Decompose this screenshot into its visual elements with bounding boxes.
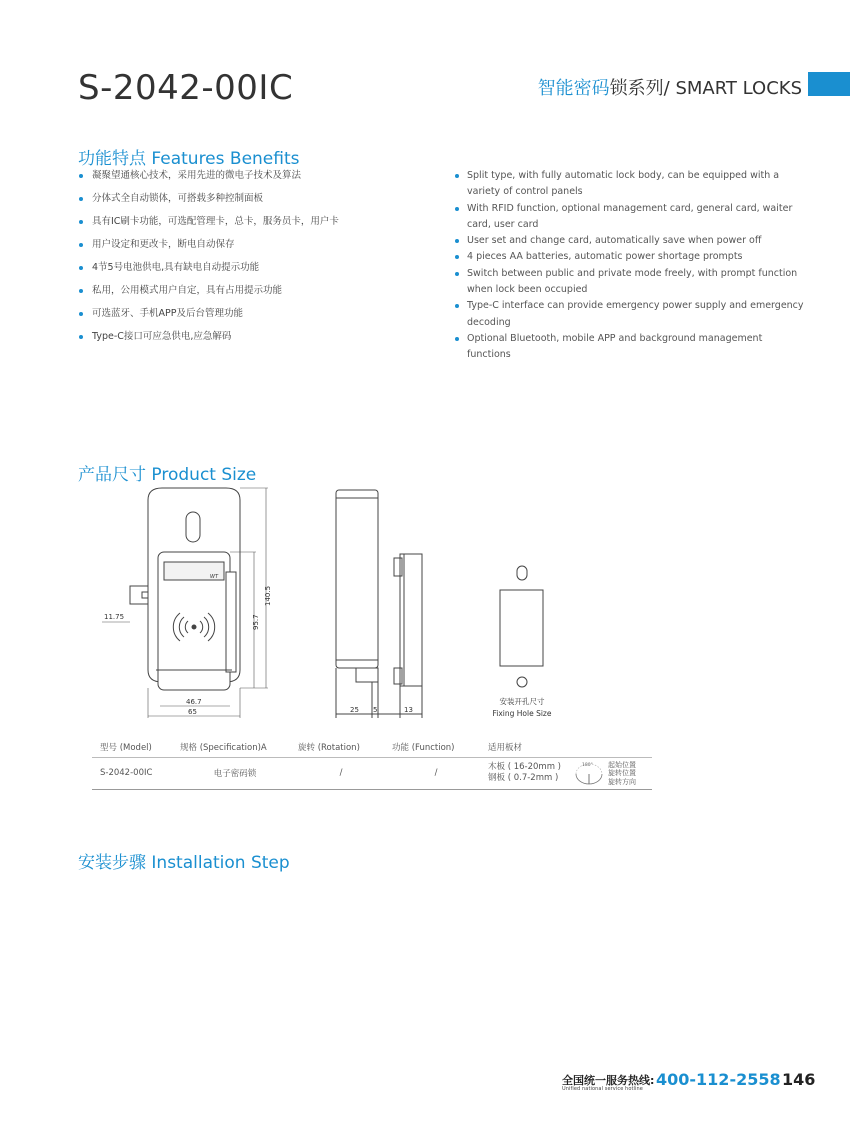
table-row (92, 757, 652, 789)
list-item: 凝聚望通核心技术，采用先进的微电子技术及算法 (78, 168, 438, 191)
list-item: Split type, with fully automatic lock body, can be equipped with a variety of control panels (454, 168, 804, 201)
legend-rotate-position: 旋转位置 (608, 769, 636, 777)
list-item: Switch between public and private mode freely, with prompt function when lock been occupied (454, 266, 804, 299)
side-view (336, 490, 422, 718)
rotation-angle: 180° (582, 762, 593, 768)
dim-5: 5 (373, 706, 378, 714)
features-list-en (454, 168, 804, 364)
page-number: 146 (782, 1070, 816, 1089)
dim-140-5: 140.5 (264, 585, 272, 606)
board-wood: 木板 ( 16-20mm ) (488, 762, 561, 772)
col-board: 适用板材 (480, 737, 572, 757)
cell-rotation: / (290, 757, 384, 789)
list-item: 具有IC刷卡功能，可选配管理卡，总卡，服务员卡，用户卡 (78, 214, 438, 237)
product-drawing (90, 482, 570, 720)
legend-rotate-direction: 旋转方向 (608, 777, 636, 786)
cell-board (480, 757, 572, 789)
list-item: Type-C接口可应急供电,应急解码 (78, 329, 438, 352)
list-item: User set and change card, automatically save when power off (454, 233, 804, 249)
list-item: 4 pieces AA batteries, automatic power shortage prompts (454, 249, 804, 265)
list-item: With RFID function, optional management card, general card, waiter card, user card (454, 201, 804, 234)
dim-65: 65 (188, 708, 197, 716)
hotline-label-cn: 全国统一服务热线: (562, 1074, 655, 1087)
dim-95-7: 95.7 (252, 614, 260, 630)
table-header-row (92, 737, 652, 757)
list-item: Type-C interface can provide emergency power supply and emergency decoding (454, 298, 804, 331)
hotline-number: 400-112-2558 (656, 1070, 781, 1089)
dim-11-75: 11.75 (104, 613, 125, 621)
legend-start: 起始位置 (608, 760, 636, 769)
series-label-highlight: 智能密码 (537, 78, 610, 99)
series-label-rest: 锁系列/ SMART LOCKS (609, 78, 802, 99)
cell-legend (572, 757, 652, 789)
hotline-label-en: Unified national service hotline (562, 1086, 643, 1092)
list-item: 可选蓝牙、手机APP及后台管理功能 (78, 306, 438, 329)
spec-table (92, 737, 652, 790)
features-list-cn (78, 168, 438, 352)
fixing-hole-view (500, 566, 543, 687)
col-specification: 规格 (Specification)A (172, 737, 290, 757)
brand-mark: WT (210, 574, 218, 580)
cell-specification: 电子密码锁 (172, 757, 290, 789)
model-title: S-2042-00IC (78, 68, 294, 108)
list-item: 私用，公用模式用户自定，具有占用提示功能 (78, 283, 438, 306)
rotation-diagram-icon (572, 760, 606, 786)
features-title: 功能特点 Features Benefits (78, 149, 300, 169)
dim-25: 25 (350, 706, 359, 714)
dim-13: 13 (404, 706, 413, 714)
col-legend (572, 737, 652, 757)
front-view (130, 488, 240, 690)
dim-46-7: 46.7 (186, 698, 202, 706)
product-size-title: 产品尺寸 Product Size (78, 465, 257, 485)
board-steel: 钢板 ( 0.7-2mm ) (488, 773, 559, 783)
accent-bar (808, 72, 850, 96)
list-item: 用户设定和更改卡，断电自动保存 (78, 237, 438, 260)
cell-model: S-2042-00IC (92, 757, 172, 789)
col-rotation: 旋转 (Rotation) (290, 737, 384, 757)
list-item: Optional Bluetooth, mobile APP and background management functions (454, 331, 804, 364)
col-model: 型号 (Model) (92, 737, 172, 757)
fixing-hole-label-en: Fixing Hole Size (492, 709, 552, 718)
series-label (538, 74, 802, 100)
col-function: 功能 (Function) (384, 737, 480, 757)
list-item: 分体式全自动锁体，可搭载多种控制面板 (78, 191, 438, 214)
cell-function: / (384, 757, 480, 789)
fixing-hole-label-cn: 安装开孔尺寸 (499, 697, 545, 706)
list-item: 4节5号电池供电,具有缺电自动提示功能 (78, 260, 438, 283)
installation-title: 安装步骤 Installation Step (78, 853, 290, 873)
rotation-legend (608, 761, 636, 787)
